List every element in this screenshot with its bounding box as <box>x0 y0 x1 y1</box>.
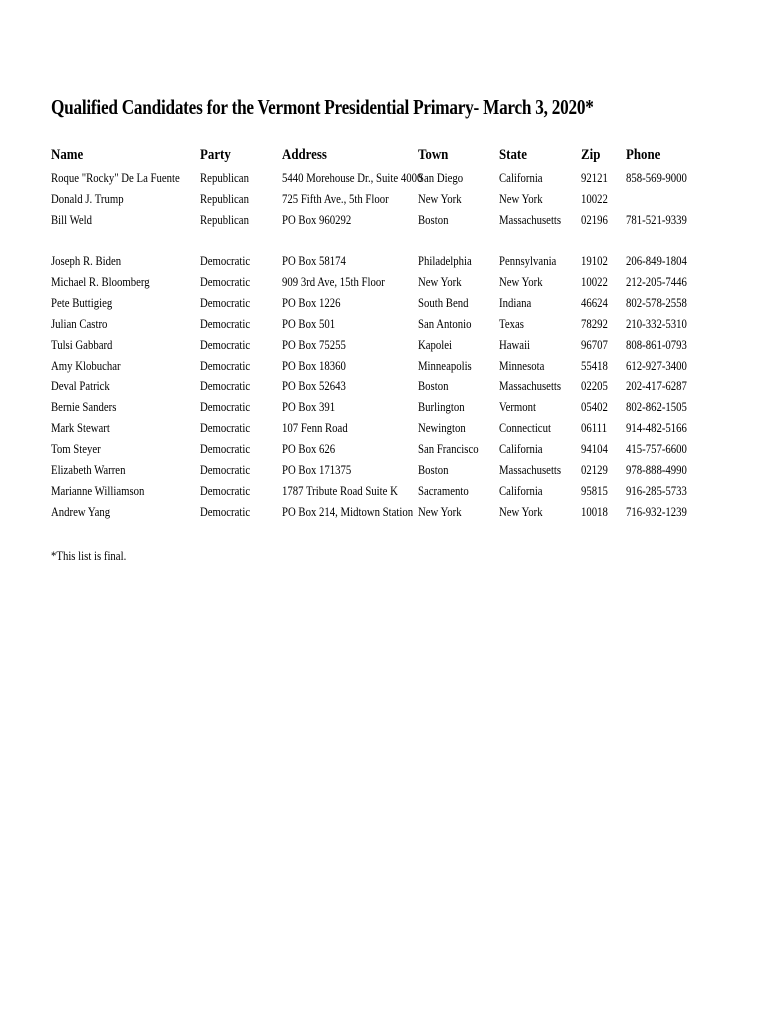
table-cell-address: 909 3rd Ave, 15th Floor <box>282 274 385 289</box>
table-cell-state: Massachusetts <box>499 379 562 394</box>
table-cell-town: Newington <box>418 421 466 436</box>
table-cell-phone: 802-578-2558 <box>626 295 687 310</box>
table-cell-town: Boston <box>418 379 449 394</box>
table-cell-phone: 716-932-1239 <box>626 504 687 519</box>
table-cell-address: 5440 Morehouse Dr., Suite 4000 <box>282 171 423 185</box>
table-cell-zip: 95815 <box>581 483 608 498</box>
table-cell-town: South Bend <box>418 295 469 310</box>
column-header-town: Town <box>418 147 449 163</box>
table-cell-address: 725 Fifth Ave., 5th Floor <box>282 191 389 206</box>
table-cell-name: Roque "Rocky" De La Fuente <box>51 171 180 185</box>
table-cell-phone: 914-482-5166 <box>626 421 687 436</box>
table-cell-state: Minnesota <box>499 358 545 373</box>
table-cell-party: Democratic <box>200 337 251 352</box>
table-cell-phone: 802-862-1505 <box>626 400 687 415</box>
table-cell-party: Democratic <box>200 295 251 310</box>
table-cell-phone: 781-521-9339 <box>626 212 687 227</box>
table-cell-zip: 46624 <box>581 295 608 310</box>
table-cell-phone: 858-569-9000 <box>626 171 687 185</box>
table-cell-town: New York <box>418 191 462 206</box>
table-cell-state: Connecticut <box>499 421 551 436</box>
table-cell-town: San Antonio <box>418 316 472 331</box>
table-cell-name: Elizabeth Warren <box>51 463 126 477</box>
table-cell-town: Boston <box>418 463 449 477</box>
table-cell-party: Democratic <box>200 442 251 457</box>
table-cell-phone: 978-888-4990 <box>626 463 687 477</box>
table-cell-address: PO Box 391 <box>282 400 336 415</box>
table-cell-zip: 06111 <box>581 421 608 436</box>
table-cell-name: Tulsi Gabbard <box>51 337 113 352</box>
table-cell-zip: 10022 <box>581 274 608 289</box>
table-cell-zip: 02129 <box>581 463 608 477</box>
table-cell-name: Joseph R. Biden <box>51 254 122 268</box>
table-cell-phone: 206-849-1804 <box>626 254 687 268</box>
table-cell-zip: 92121 <box>581 171 608 185</box>
table-cell-town: Kapolei <box>418 337 453 352</box>
table-cell-zip: 10018 <box>581 504 608 519</box>
table-cell-party: Democratic <box>200 358 251 373</box>
table-cell-state: California <box>499 442 543 457</box>
table-cell-party: Democratic <box>200 504 251 519</box>
table-cell-name: Donald J. Trump <box>51 191 124 206</box>
table-cell-zip: 02205 <box>581 379 608 394</box>
table-cell-address: PO Box 52643 <box>282 379 346 394</box>
table-cell-state: Hawaii <box>499 337 531 352</box>
table-cell-town: Burlington <box>418 400 465 415</box>
table-cell-state: Massachusetts <box>499 463 562 477</box>
footnote: *This list is final. <box>51 549 127 563</box>
table-cell-phone: 808-861-0793 <box>626 337 687 352</box>
table-cell-address: 107 Fenn Road <box>282 421 348 436</box>
table-cell-state: Massachusetts <box>499 212 562 227</box>
table-cell-state: New York <box>499 191 543 206</box>
table-cell-state: Indiana <box>499 295 532 310</box>
table-cell-state: New York <box>499 504 543 519</box>
table-cell-phone: 202-417-6287 <box>626 379 687 394</box>
table-cell-state: California <box>499 483 543 498</box>
table-cell-address: PO Box 501 <box>282 316 336 331</box>
table-cell-phone: 916-285-5733 <box>626 483 687 498</box>
table-cell-zip: 55418 <box>581 358 608 373</box>
table-cell-town: Sacramento <box>418 483 469 498</box>
table-cell-name: Michael R. Bloomberg <box>51 274 150 289</box>
table-cell-name: Amy Klobuchar <box>51 358 121 373</box>
table-cell-state: New York <box>499 274 543 289</box>
table-cell-name: Julian Castro <box>51 316 108 331</box>
document-title: Qualified Candidates for the Vermont Presidential Primary- March 3, 2020* <box>51 95 594 119</box>
table-cell-address: PO Box 75255 <box>282 337 346 352</box>
table-cell-name: Marianne Williamson <box>51 483 145 498</box>
table-cell-name: Andrew Yang <box>51 504 111 519</box>
column-header-party: Party <box>200 147 231 163</box>
table-cell-party: Democratic <box>200 379 251 394</box>
table-cell-phone: 415-757-6600 <box>626 442 687 457</box>
table-cell-state: Texas <box>499 316 524 331</box>
table-cell-party: Democratic <box>200 400 251 415</box>
table-cell-name: Pete Buttigieg <box>51 295 113 310</box>
table-cell-name: Deval Patrick <box>51 379 110 394</box>
table-cell-zip: 02196 <box>581 212 608 227</box>
table-cell-zip: 94104 <box>581 442 608 457</box>
table-cell-phone: 212-205-7446 <box>626 274 687 289</box>
table-cell-name: Tom Steyer <box>51 442 101 457</box>
table-cell-town: San Francisco <box>418 442 479 457</box>
column-header-state: State <box>499 147 527 163</box>
table-cell-name: Bernie Sanders <box>51 400 117 415</box>
column-header-zip: Zip <box>581 147 601 163</box>
table-cell-address: PO Box 1226 <box>282 295 341 310</box>
column-header-phone: Phone <box>626 147 661 163</box>
table-cell-party: Democratic <box>200 421 251 436</box>
table-cell-party: Republican <box>200 212 249 227</box>
table-cell-phone: 612-927-3400 <box>626 358 687 373</box>
table-cell-party: Democratic <box>200 274 251 289</box>
table-cell-state: California <box>499 171 543 185</box>
table-cell-town: Minneapolis <box>418 358 472 373</box>
table-cell-zip: 10022 <box>581 191 608 206</box>
table-cell-zip: 19102 <box>581 254 608 268</box>
table-cell-address: PO Box 18360 <box>282 358 346 373</box>
table-cell-party: Republican <box>200 191 249 206</box>
table-cell-town: New York <box>418 504 462 519</box>
column-header-name: Name <box>51 147 84 163</box>
table-cell-party: Democratic <box>200 254 251 268</box>
table-cell-town: Boston <box>418 212 449 227</box>
table-cell-party: Republican <box>200 171 249 185</box>
column-header-address: Address <box>282 147 327 163</box>
table-cell-address: PO Box 58174 <box>282 254 346 268</box>
table-cell-phone: 210-332-5310 <box>626 316 687 331</box>
table-cell-address: PO Box 171375 <box>282 463 352 477</box>
table-cell-name: Bill Weld <box>51 212 93 227</box>
table-cell-address: PO Box 214, Midtown Station <box>282 504 414 519</box>
table-cell-town: San Diego <box>418 171 464 185</box>
table-cell-address: PO Box 960292 <box>282 212 352 227</box>
table-cell-address: PO Box 626 <box>282 442 336 457</box>
table-cell-zip: 05402 <box>581 400 608 415</box>
table-cell-party: Democratic <box>200 316 251 331</box>
table-cell-party: Democratic <box>200 483 251 498</box>
table-cell-zip: 96707 <box>581 337 608 352</box>
table-cell-name: Mark Stewart <box>51 421 110 436</box>
table-cell-state: Pennsylvania <box>499 254 557 268</box>
table-cell-address: 1787 Tribute Road Suite K <box>282 483 398 498</box>
table-cell-zip: 78292 <box>581 316 608 331</box>
table-cell-state: Vermont <box>499 400 537 415</box>
table-cell-town: Philadelphia <box>418 254 472 268</box>
table-cell-party: Democratic <box>200 463 251 477</box>
table-cell-town: New York <box>418 274 462 289</box>
